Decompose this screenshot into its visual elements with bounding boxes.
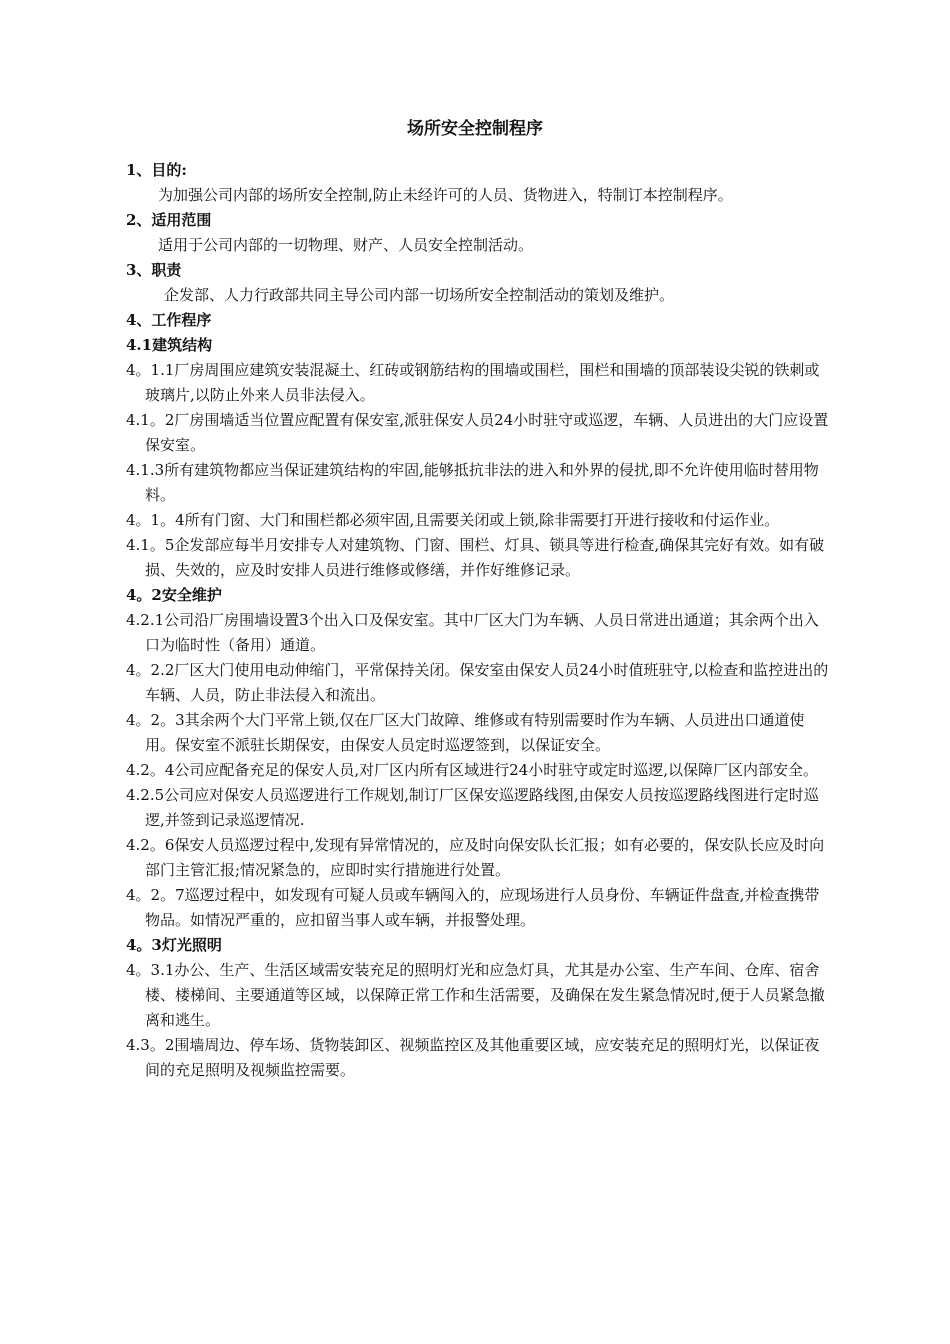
list-item: 4.1.3所有建筑物都应当保证建筑结构的牢固,能够抵抗非法的进入和外界的侵扰,即不允许使用临时替用物料。 <box>126 461 819 504</box>
list-item: 4.1。2厂房围墙适当位置应配置有保安室,派驻保安人员24小时驻守或巡逻，车辆、人员进出的大门应设置保安室。 <box>126 411 829 454</box>
section-4-3-heading: 4。3灯光照明 <box>126 936 222 954</box>
list-item: 4.2.1公司沿厂房围墙设置3个出入口及保安室。其中厂区大门为车辆、人员日常进出通道；其余两个出入口为临时性（备用）通道。 <box>126 611 819 654</box>
section-3-text: 企发部、人力行政部共同主导公司内部一切场所安全控制活动的策划及维护。 <box>164 286 675 304</box>
list-item: 4.2。6保安人员巡逻过程中,发现有异常情况的，应及时向保安队长汇报；如有必要的，保安队长应及时向部门主管汇报;情况紧急的，应即时实行措施进行处置。 <box>126 836 825 879</box>
section-1-heading: 1、目的: <box>126 161 187 179</box>
list-item: 4.2。4公司应配备充足的保安人员,对厂区内所有区域进行24小时驻守或定时巡逻,以保障厂区内部安全。 <box>126 761 819 779</box>
list-item: 4。1。4所有门窗、大门和围栏都必须牢固,且需要关闭或上锁,除非需要打开进行接收和付运作业。 <box>126 511 780 529</box>
list-item: 4.3。2围墙周边、停车场、货物装卸区、视频监控区及其他重要区域，应安装充足的照明灯光，以保证夜间的充足照明及视频监控需要。 <box>126 1036 820 1079</box>
section-3-heading: 3、职责 <box>126 261 182 279</box>
list-item: 4。1.1厂房周围应建筑安装混凝土、红砖或钢筋结构的围墙或围栏，围栏和围墙的顶部装设尖锐的铁刺或玻璃片,以防止外来人员非法侵入。 <box>126 361 820 404</box>
section-4-1-heading: 4.1建筑结构 <box>126 336 213 354</box>
list-item: 4。2.2厂区大门使用电动伸缩门，平常保持关闭。保安室由保安人员24小时值班驻守,以检查和监控进出的车辆、人员，防止非法侵入和流出。 <box>126 661 829 704</box>
list-item: 4.2.5公司应对保安人员巡逻进行工作规划,制订厂区保安巡逻路线图,由保安人员按巡逻路线图进行定时巡逻,并签到记录巡逻情况. <box>126 786 819 829</box>
page-title: 场所安全控制程序 <box>407 119 543 139</box>
section-2-heading: 2、适用范围 <box>126 211 212 229</box>
list-item: 4.1。5企发部应每半月安排专人对建筑物、门窗、围栏、灯具、锁具等进行检查,确保其完好有效。如有破损、失效的，应及时安排人员进行维修或修缮，并作好维修记录。 <box>126 536 825 579</box>
section-4-heading: 4、工作程序 <box>126 311 212 329</box>
section-2-text: 适用于公司内部的一切物理、财产、人员安全控制活动。 <box>158 236 534 254</box>
document-body <box>126 158 830 1083</box>
section-1-text: 为加强公司内部的场所安全控制,防止未经许可的人员、货物进入，特制订本控制程序。 <box>158 186 733 204</box>
section-4-2-heading: 4。2安全维护 <box>126 586 222 604</box>
list-item: 4。2。3其余两个大门平常上锁,仅在厂区大门故障、维修或有特别需要时作为车辆、人员进出口通道使用。保安室不派驻长期保安，由保安人员定时巡逻签到，以保证安全。 <box>126 711 805 754</box>
list-item: 4。3.1办公、生产、生活区域需安装充足的照明灯光和应急灯具，尤其是办公室、生产车间、仓库、宿舍楼、楼梯间、主要通道等区域，以保障正常工作和生活需要，及确保在发生紧急情况时,便于人员紧急撤离和逃生。 <box>126 961 825 1029</box>
list-item: 4。2。7巡逻过程中，如发现有可疑人员或车辆闯入的，应现场进行人员身份、车辆证件盘查,并检查携带物品。如情况严重的，应扣留当事人或车辆，并报警处理。 <box>126 886 820 929</box>
